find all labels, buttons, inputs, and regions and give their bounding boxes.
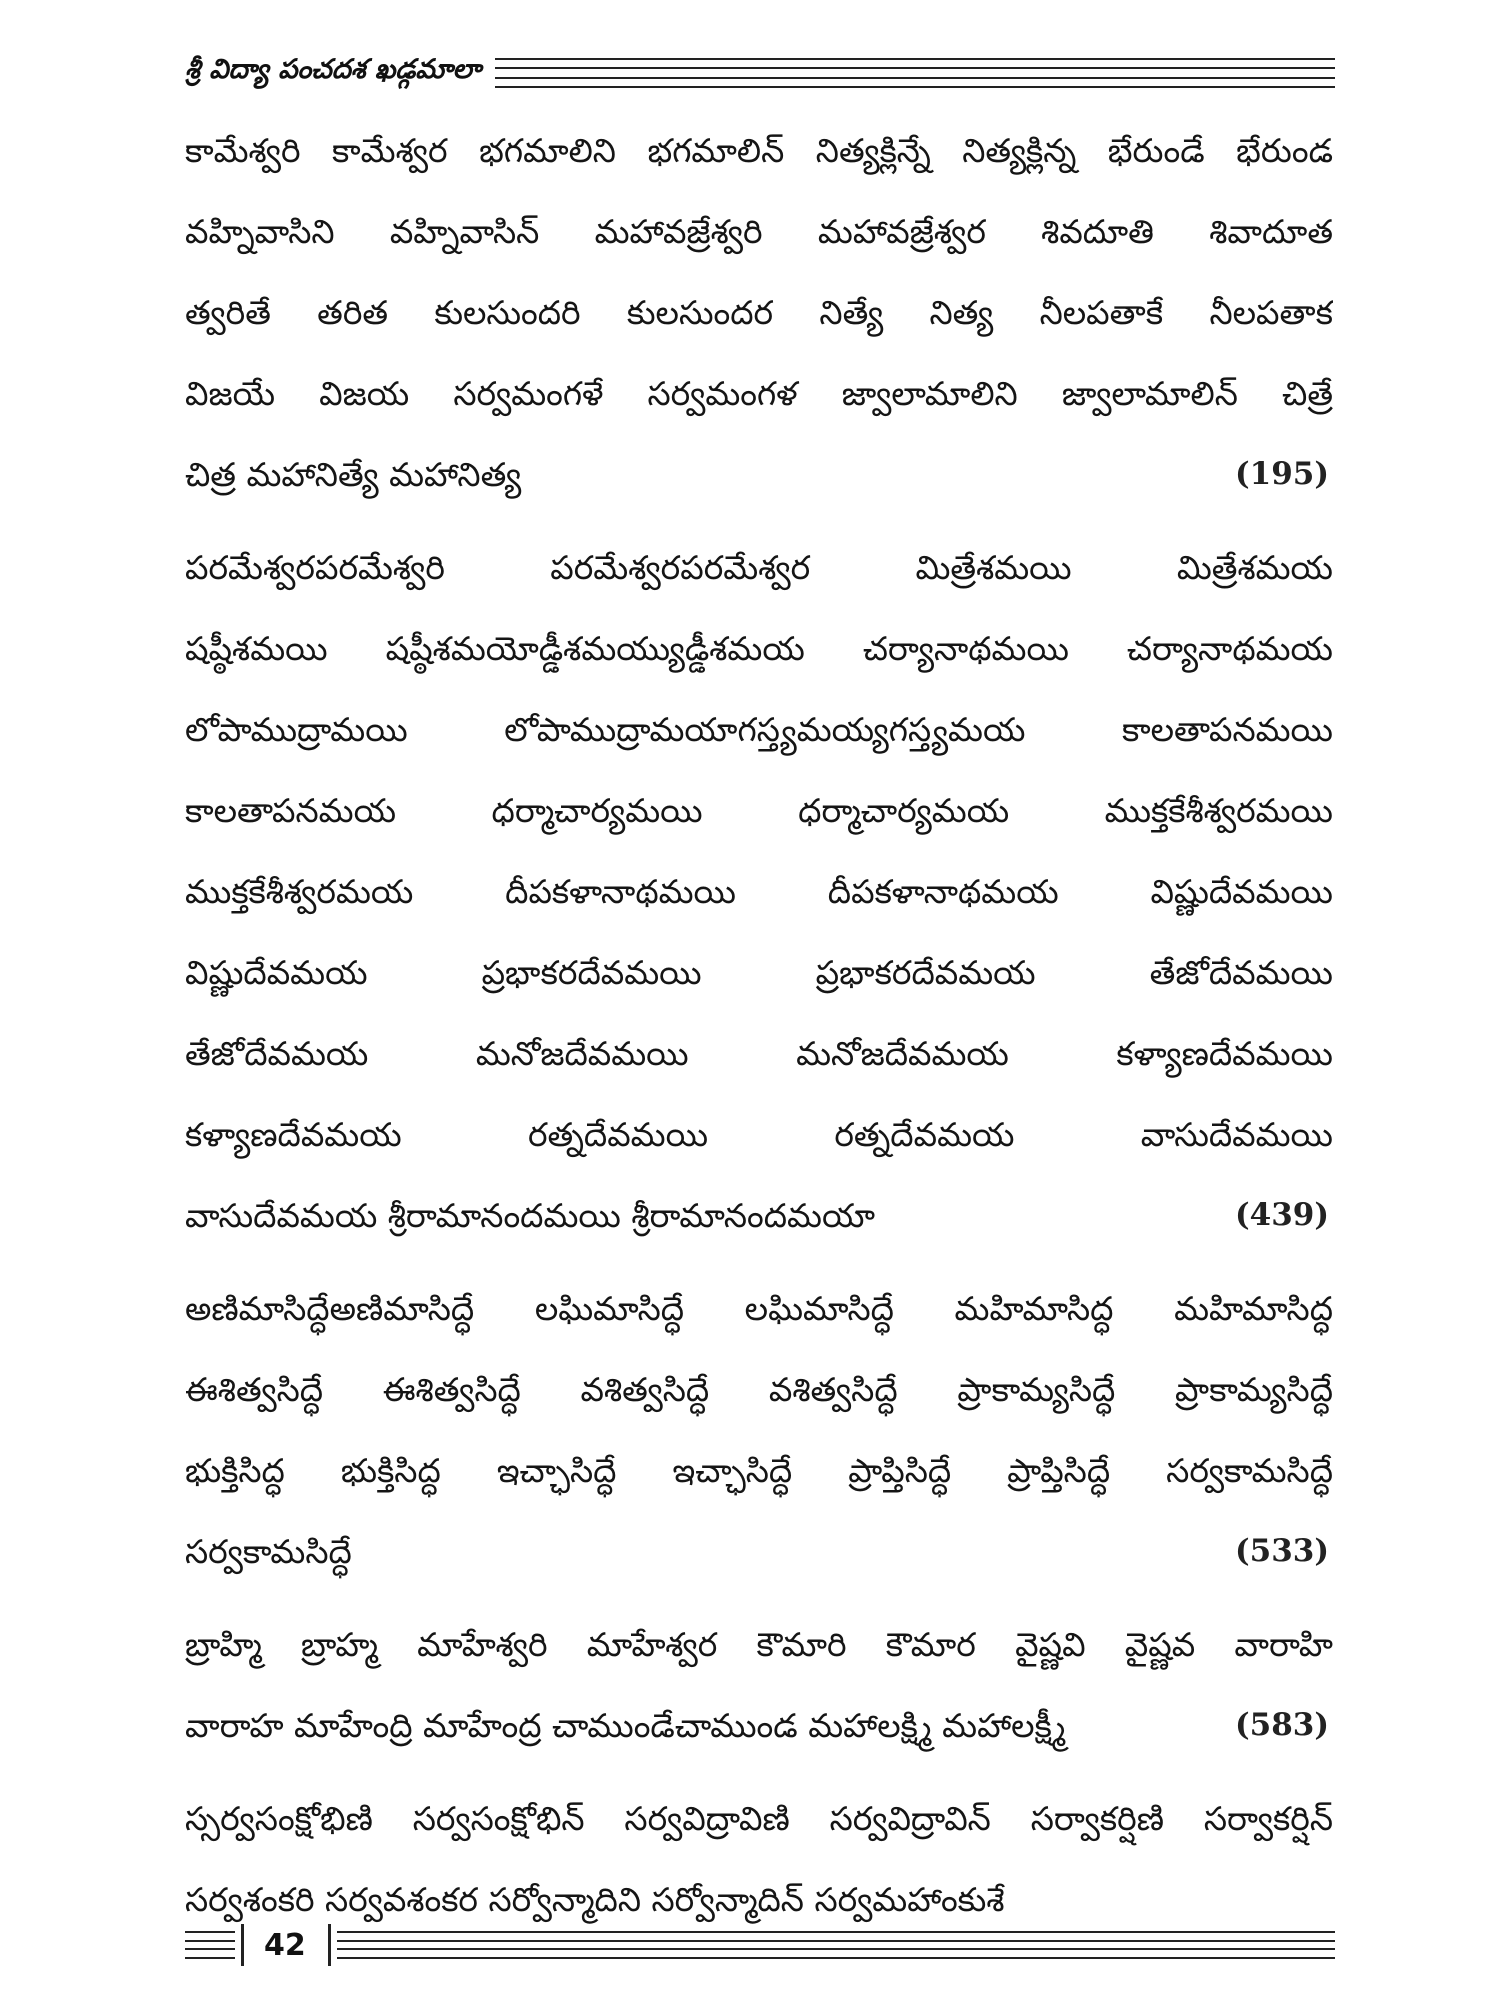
text-line-content: వహ్నివాసిని వహ్నివాసిన్ మహావజ్రేశ్వరి మహావజ్రేశ్వర శివదూతి శివాదూత bbox=[185, 212, 1333, 251]
page-number: 42 bbox=[264, 1927, 306, 1963]
text-line bbox=[185, 1175, 1333, 1256]
footer-rules-left bbox=[185, 1931, 235, 1959]
footer-rule bbox=[337, 1931, 1335, 1933]
text-line-content: లోపాముద్రామయి లోపాముద్రామయాగస్త్యమయ్యగస్త్యమయ కాలతాపనమయి bbox=[185, 710, 1333, 749]
text-line bbox=[185, 272, 1333, 353]
text-line-content: కామేశ్వరి కామేశ్వర భగమాలిని భగమాలిన్ నిత్యక్లిన్నే నిత్యక్లిన్న భేరుండే భేరుండ bbox=[185, 131, 1333, 170]
text-line-content: వాసుదేవమయ శ్రీరామానందమయి శ్రీరామానందమయా bbox=[185, 1196, 875, 1235]
text-line bbox=[185, 353, 1333, 434]
verse-number: (533) bbox=[1234, 1533, 1329, 1569]
verse-paragraph bbox=[185, 110, 1333, 515]
text-line bbox=[185, 1268, 1333, 1349]
header-rule bbox=[495, 67, 1335, 69]
verse-number: (195) bbox=[1234, 456, 1329, 492]
footer-rule bbox=[337, 1957, 1335, 1959]
text-line-content: ఈశిత్వసిద్ధే ఈశిత్వసిద్ధే వశిత్వసిద్ధే వశిత్వసిద్ధే ప్రాకామ్యసిద్ధే ప్రాకామ్యసిద్ధే bbox=[185, 1370, 1333, 1409]
page-footer bbox=[185, 1920, 1335, 1970]
text-line bbox=[185, 770, 1333, 851]
text-line bbox=[185, 191, 1333, 272]
verse-paragraph bbox=[185, 1604, 1333, 1766]
verse-number: (439) bbox=[1234, 1197, 1329, 1233]
text-line bbox=[185, 110, 1333, 191]
text-line-content: విష్ణుదేవమయ ప్రభాకరదేవమయి ప్రభాకరదేవమయ తేజోదేవమయి bbox=[185, 953, 1333, 992]
text-line-content: భుక్తిసిద్ధ భుక్తిసిద్ధ ఇచ్ఛాసిద్ధే ఇచ్ఛాసిద్ధే ప్రాప్తిసిద్ధే ప్రాప్తిసిద్ధే సర్వకామసిద్ధే bbox=[185, 1451, 1333, 1490]
footer-rule bbox=[185, 1940, 235, 1942]
text-line bbox=[185, 689, 1333, 770]
text-line-content: సర్వకామసిద్ధే bbox=[185, 1532, 352, 1571]
header-rule bbox=[495, 58, 1335, 60]
text-line bbox=[185, 1778, 1333, 1859]
text-line-content: అణిమాసిద్ధేఅణిమాసిద్ధే లఘిమాసిద్ధే లఘిమాసిద్ధే మహిమాసిద్ధ మహిమాసిద్ధ bbox=[185, 1289, 1333, 1328]
footer-rule bbox=[185, 1957, 235, 1959]
verse-number: (583) bbox=[1234, 1707, 1329, 1743]
text-line bbox=[185, 932, 1333, 1013]
text-line-content: కళ్యాణదేవమయ రత్నదేవమయి రత్నదేవమయ వాసుదేవమయి bbox=[185, 1115, 1333, 1154]
text-line-content: విజయే విజయ సర్వమంగళే సర్వమంగళ జ్వాలామాలిని జ్వాలామాలిన్ చిత్రే bbox=[185, 374, 1333, 413]
text-line-content: చిత్ర మహానిత్యే మహానిత్య bbox=[185, 455, 522, 494]
text-line-content: తేజోదేవమయ మనోజదేవమయి మనోజదేవమయ కళ్యాణదేవమయి bbox=[185, 1034, 1333, 1073]
header-rules bbox=[495, 58, 1335, 88]
header-rule bbox=[495, 86, 1335, 88]
footer-rule bbox=[185, 1931, 235, 1933]
text-line-content: పరమేశ్వరపరమేశ్వరి పరమేశ్వరపరమేశ్వర మిత్రేశమయి మిత్రేశమయ bbox=[185, 548, 1333, 587]
text-line-content: కాలతాపనమయ ధర్మాచార్యమయి ధర్మాచార్యమయ ముక్తకేశీశ్వరమయి bbox=[185, 791, 1333, 830]
running-header bbox=[185, 48, 1335, 98]
text-line bbox=[185, 1604, 1333, 1685]
text-line bbox=[185, 1685, 1333, 1766]
header-rule bbox=[495, 77, 1335, 79]
text-line-content: ముక్తకేశీశ్వరమయ దీపకళానాథమయి దీపకళానాథమయ విష్ణుదేవమయి bbox=[185, 872, 1333, 911]
text-line-content: స్సర్వసంక్షోభిణి సర్వసంక్షోభిన్ సర్వవిద్రావిణి సర్వవిద్రావిన్ సర్వాకర్షిణి సర్వాకర్షిన్ bbox=[185, 1799, 1333, 1838]
text-line-content: త్వరితే తరిత కులసుందరి కులసుందర నిత్యే నిత్య నీలపతాకే నీలపతాక bbox=[185, 293, 1333, 332]
footer-rule bbox=[337, 1940, 1335, 1942]
text-line bbox=[185, 1013, 1333, 1094]
text-line-content: వారాహ మాహేంద్రి మాహేంద్ర చాముండేచాముండ మహాలక్ష్మి మహాలక్ష్మీ bbox=[185, 1706, 1066, 1745]
footer-divider bbox=[241, 1924, 244, 1966]
body-text bbox=[185, 110, 1333, 1952]
text-line-content: బ్రాహ్మి బ్రాహ్మ మాహేశ్వరి మాహేశ్వర కౌమారి కౌమార వైష్ణవి వైష్ణవ వారాహి bbox=[185, 1625, 1333, 1664]
text-line bbox=[185, 527, 1333, 608]
text-line bbox=[185, 1511, 1333, 1592]
footer-rules-right bbox=[337, 1931, 1335, 1959]
verse-paragraph bbox=[185, 1268, 1333, 1592]
text-line bbox=[185, 608, 1333, 689]
verse-paragraph bbox=[185, 1778, 1333, 1940]
footer-rule bbox=[337, 1948, 1335, 1950]
text-line bbox=[185, 1094, 1333, 1175]
text-line-content: షష్ఠీశమయి షష్ఠీశమయోడ్డీశమయ్యుడ్డీశమయ చర్యానాథమయి చర్యానాథమయ bbox=[185, 629, 1333, 668]
text-line bbox=[185, 851, 1333, 932]
verse-paragraph bbox=[185, 527, 1333, 1256]
text-line-content: సర్వశంకరి సర్వవశంకర సర్వోన్మాదిని సర్వోన్మాదిన్ సర్వమహాంకుశే bbox=[185, 1880, 1005, 1919]
text-line bbox=[185, 1349, 1333, 1430]
footer-divider bbox=[328, 1924, 331, 1966]
footer-rule bbox=[185, 1948, 235, 1950]
text-line bbox=[185, 1430, 1333, 1511]
running-header-title: శ్రీ విద్యా పంచదశ ఖడ్గమాలా bbox=[185, 54, 481, 85]
text-line bbox=[185, 434, 1333, 515]
